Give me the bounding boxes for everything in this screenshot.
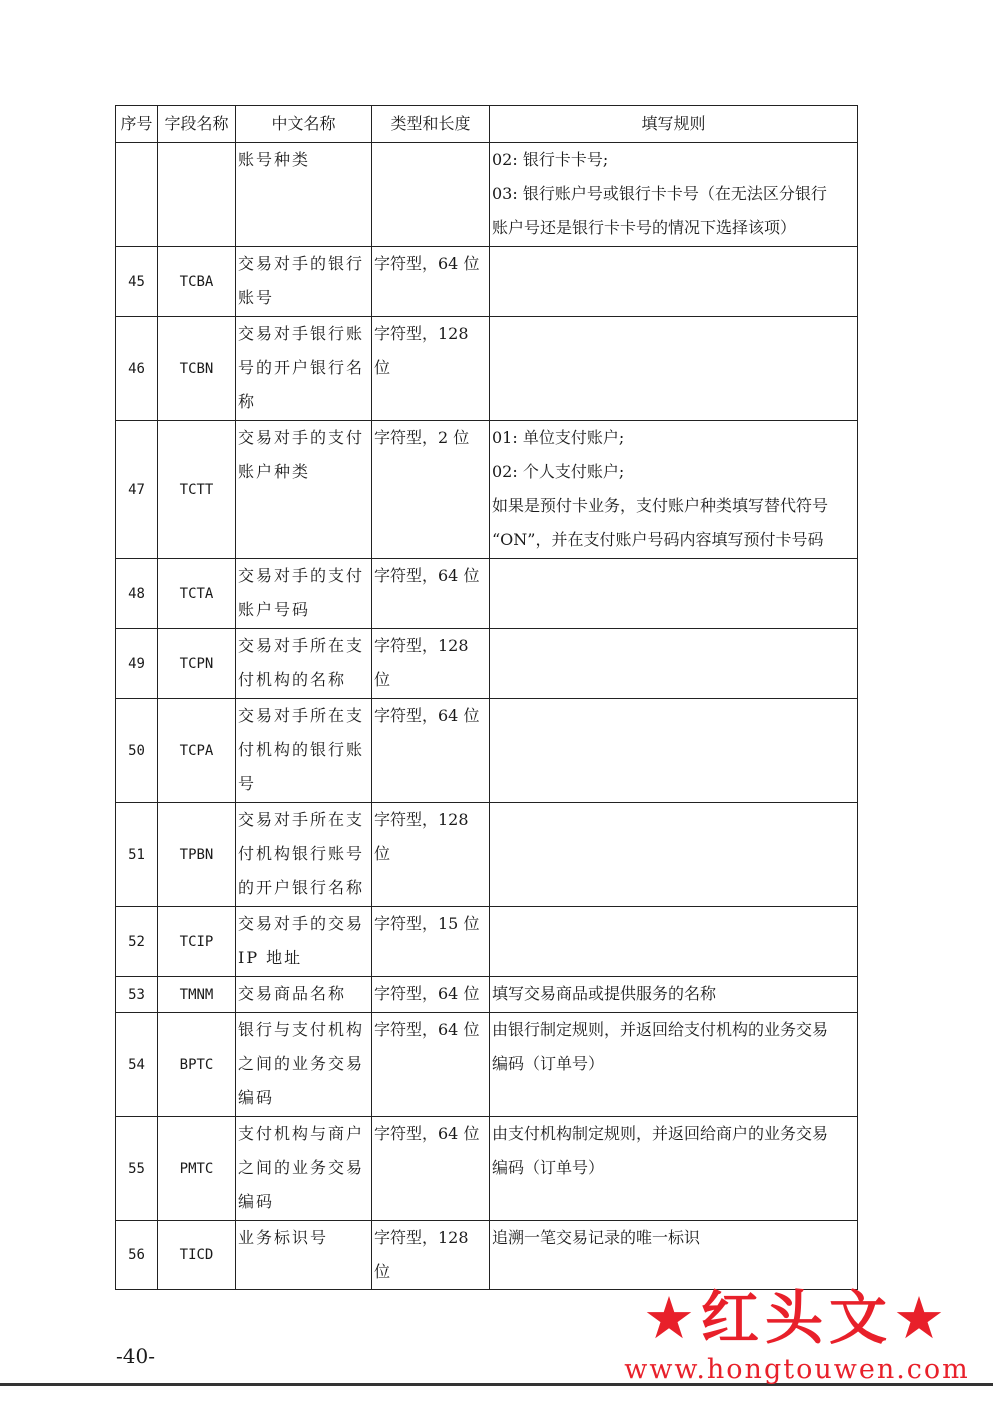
cell-seq: 46	[116, 317, 158, 421]
cell-field-name: TCPA	[158, 699, 236, 803]
cell-type-length: 字符型，64 位	[372, 247, 490, 317]
chinese-name-line: 的开户银行名称	[238, 878, 365, 897]
cell-fill-rule	[490, 803, 858, 907]
chinese-name-line: 交易对手的交易	[238, 914, 365, 933]
cell-type-length	[372, 143, 490, 247]
cell-seq: 53	[116, 977, 158, 1013]
fill-rule-line: 追溯一笔交易记录的唯一标识	[492, 1228, 701, 1247]
table-row	[116, 1221, 858, 1290]
cell-seq: 47	[116, 421, 158, 559]
cell-type-length: 字符型，128 位	[372, 1221, 490, 1290]
table-row	[116, 143, 858, 247]
cell-chinese-name	[236, 803, 372, 907]
cell-chinese-name	[236, 1117, 372, 1221]
table-row	[116, 1013, 858, 1117]
chinese-name-line: 银行与支付机构	[238, 1020, 365, 1039]
header-seq: 序号	[116, 106, 158, 143]
cell-field-name	[158, 143, 236, 247]
chinese-name-line: 交易对手的银行	[238, 254, 365, 273]
chinese-name-line: 业务标识号	[238, 1228, 329, 1247]
cell-seq: 56	[116, 1221, 158, 1290]
chinese-name-line: 称	[238, 392, 257, 411]
cell-seq	[116, 143, 158, 247]
cell-fill-rule	[490, 317, 858, 421]
cell-field-name: TICD	[158, 1221, 236, 1290]
cell-type-length: 字符型，64 位	[372, 977, 490, 1013]
cell-type-length: 字符型，64 位	[372, 1117, 490, 1221]
chinese-name-line: 号的开户银行名	[238, 358, 365, 377]
chinese-name-line: IP 地址	[238, 948, 303, 967]
cell-type-length: 字符型，128 位	[372, 629, 490, 699]
chinese-name-line: 号	[238, 774, 257, 793]
chinese-name-line: 之间的业务交易	[238, 1054, 365, 1073]
cell-chinese-name	[236, 247, 372, 317]
table-row	[116, 247, 858, 317]
chinese-name-line: 交易对手的支付	[238, 428, 365, 447]
watermark-title: ★红头文★	[643, 1284, 951, 1352]
cell-field-name: TCBA	[158, 247, 236, 317]
table-row	[116, 699, 858, 803]
table-header-row	[116, 106, 858, 143]
fill-rule-line: 02: 个人支付账户;	[492, 462, 625, 481]
table-row	[116, 317, 858, 421]
fill-rule-line: 如果是预付卡业务，支付账户种类填写替代符号	[492, 496, 829, 515]
cell-chinese-name	[236, 143, 372, 247]
header-chinese-name: 中文名称	[236, 106, 372, 143]
cell-fill-rule	[490, 907, 858, 977]
cell-chinese-name	[236, 1013, 372, 1117]
cell-fill-rule	[490, 1013, 858, 1117]
cell-type-length: 字符型，64 位	[372, 559, 490, 629]
table-row	[116, 629, 858, 699]
chinese-name-line: 交易对手所在支	[238, 810, 365, 829]
chinese-name-line: 账号	[238, 288, 275, 307]
cell-chinese-name	[236, 317, 372, 421]
cell-chinese-name	[236, 907, 372, 977]
field-spec-table	[115, 105, 858, 1290]
cell-field-name: TPBN	[158, 803, 236, 907]
cell-fill-rule	[490, 977, 858, 1013]
chinese-name-line: 之间的业务交易	[238, 1158, 365, 1177]
cell-chinese-name	[236, 559, 372, 629]
cell-fill-rule	[490, 1221, 858, 1290]
table-row	[116, 559, 858, 629]
cell-seq: 48	[116, 559, 158, 629]
chinese-name-line: 支付机构与商户	[238, 1124, 365, 1143]
header-field-name: 字段名称	[158, 106, 236, 143]
cell-field-name: TCBN	[158, 317, 236, 421]
fill-rule-line: 编码（订单号）	[492, 1054, 605, 1073]
fill-rule-line: 由支付机构制定规则，并返回给商户的业务交易	[492, 1124, 829, 1143]
fill-rule-line: 02: 银行卡卡号;	[492, 150, 609, 169]
table-row	[116, 907, 858, 977]
cell-type-length: 字符型，128 位	[372, 803, 490, 907]
chinese-name-line: 付机构银行账号	[238, 844, 365, 863]
cell-seq: 45	[116, 247, 158, 317]
chinese-name-line: 付机构的银行账	[238, 740, 365, 759]
cell-fill-rule	[490, 421, 858, 559]
cell-fill-rule	[490, 559, 858, 629]
fill-rule-line: 01: 单位支付账户;	[492, 428, 625, 447]
cell-field-name: BPTC	[158, 1013, 236, 1117]
chinese-name-line: 交易对手所在支	[238, 636, 365, 655]
header-type-length: 类型和长度	[372, 106, 490, 143]
fill-rule-line: “ON”，并在支付账户号码内容填写预付卡号码	[492, 530, 824, 549]
cell-type-length: 字符型，64 位	[372, 699, 490, 803]
header-fill-rule: 填写规则	[490, 106, 858, 143]
cell-seq: 55	[116, 1117, 158, 1221]
cell-seq: 54	[116, 1013, 158, 1117]
table-row	[116, 421, 858, 559]
cell-fill-rule	[490, 1117, 858, 1221]
cell-fill-rule	[490, 629, 858, 699]
cell-field-name: TMNM	[158, 977, 236, 1013]
cell-type-length: 字符型，128 位	[372, 317, 490, 421]
cell-fill-rule	[490, 247, 858, 317]
cell-field-name: TCPN	[158, 629, 236, 699]
table-row	[116, 977, 858, 1013]
cell-field-name: TCTT	[158, 421, 236, 559]
chinese-name-line: 账号种类	[238, 150, 311, 169]
fill-rule-line: 03: 银行账户号或银行卡卡号（在无法区分银行	[492, 184, 827, 203]
chinese-name-line: 付机构的名称	[238, 670, 347, 689]
fill-rule-line: 由银行制定规则，并返回给支付机构的业务交易	[492, 1020, 829, 1039]
cell-fill-rule	[490, 143, 858, 247]
cell-chinese-name	[236, 421, 372, 559]
cell-chinese-name	[236, 699, 372, 803]
chinese-name-line: 交易对手的支付	[238, 566, 365, 585]
chinese-name-line: 编码	[238, 1088, 275, 1107]
chinese-name-line: 交易对手银行账	[238, 324, 365, 343]
cell-seq: 52	[116, 907, 158, 977]
fill-rule-line: 账户号还是银行卡卡号的情况下选择该项）	[492, 218, 797, 237]
cell-field-name: TCTA	[158, 559, 236, 629]
watermark-logo	[612, 1283, 982, 1393]
chinese-name-line: 交易对手所在支	[238, 706, 365, 725]
cell-type-length: 字符型，64 位	[372, 1013, 490, 1117]
table-row	[116, 1117, 858, 1221]
cell-field-name: TCIP	[158, 907, 236, 977]
cell-type-length: 字符型，2 位	[372, 421, 490, 559]
fill-rule-line: 编码（订单号）	[492, 1158, 605, 1177]
cell-seq: 51	[116, 803, 158, 907]
fill-rule-line: 填写交易商品或提供服务的名称	[492, 984, 717, 1003]
chinese-name-line: 编码	[238, 1192, 275, 1211]
watermark-url: www.hongtouwen.com	[624, 1354, 970, 1385]
cell-seq: 50	[116, 699, 158, 803]
cell-chinese-name	[236, 1221, 372, 1290]
table-row	[116, 803, 858, 907]
cell-type-length: 字符型，15 位	[372, 907, 490, 977]
cell-field-name: PMTC	[158, 1117, 236, 1221]
cell-seq: 49	[116, 629, 158, 699]
cell-chinese-name	[236, 629, 372, 699]
cell-fill-rule	[490, 699, 858, 803]
chinese-name-line: 账户种类	[238, 462, 311, 481]
cell-chinese-name	[236, 977, 372, 1013]
page-number: -40-	[116, 1344, 155, 1368]
chinese-name-line: 账户号码	[238, 600, 311, 619]
chinese-name-line: 交易商品名称	[238, 984, 347, 1003]
